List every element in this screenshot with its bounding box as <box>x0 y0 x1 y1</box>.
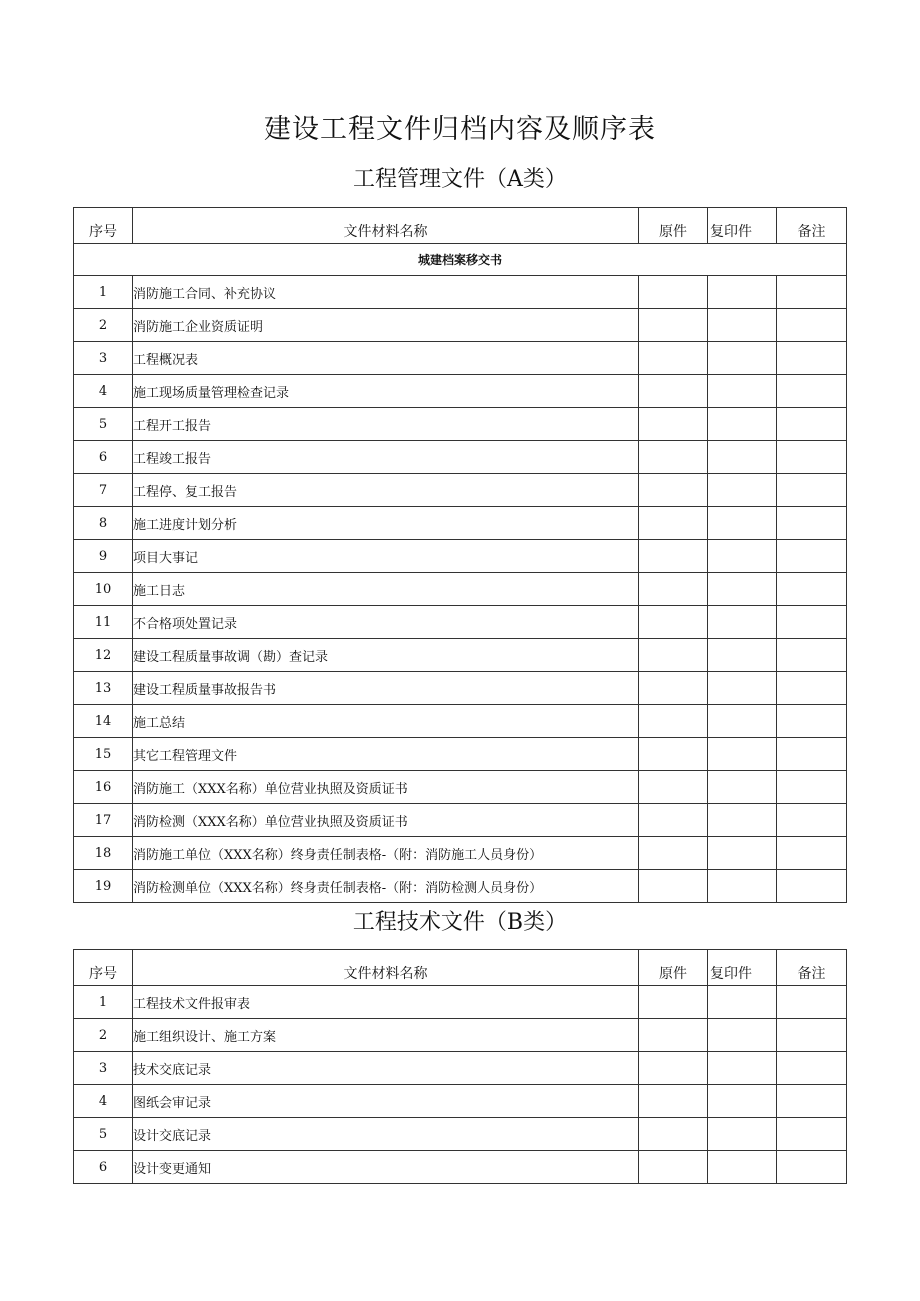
table-row <box>74 1052 847 1085</box>
row-original-cell <box>639 1052 708 1085</box>
row-remark-cell <box>777 837 847 870</box>
row-remark-cell <box>777 804 847 837</box>
row-number: 18 <box>74 837 133 870</box>
row-remark-cell <box>777 1085 847 1118</box>
row-number: 1 <box>74 986 133 1019</box>
row-number: 10 <box>74 573 133 606</box>
row-original-cell <box>639 672 708 705</box>
row-original-cell <box>639 705 708 738</box>
page-title: 建设工程文件归档内容及顺序表 <box>264 114 656 145</box>
row-number: 5 <box>74 1118 133 1151</box>
row-original-cell <box>639 771 708 804</box>
row-document-name: 工程技术文件报审表 <box>133 986 639 1019</box>
row-number: 17 <box>74 804 133 837</box>
row-copy-cell <box>708 1052 777 1085</box>
row-original-cell <box>639 309 708 342</box>
header-copy: 复印件 <box>708 208 777 244</box>
table-row <box>74 441 847 474</box>
table-row <box>74 837 847 870</box>
header-no: 序号 <box>74 208 133 244</box>
row-copy-cell <box>708 804 777 837</box>
row-copy-cell <box>708 738 777 771</box>
row-number: 13 <box>74 672 133 705</box>
section-b-title: 工程技术文件（B类） <box>352 910 568 935</box>
table-row <box>74 986 847 1019</box>
row-original-cell <box>639 375 708 408</box>
row-original-cell <box>639 804 708 837</box>
row-original-cell <box>639 573 708 606</box>
row-copy-cell <box>708 705 777 738</box>
row-number: 14 <box>74 705 133 738</box>
row-number: 2 <box>74 309 133 342</box>
table-row <box>74 408 847 441</box>
row-original-cell <box>639 870 708 903</box>
row-document-name: 技术交底记录 <box>133 1052 639 1085</box>
header-copy: 复印件 <box>708 950 777 986</box>
table-row <box>74 309 847 342</box>
row-copy-cell <box>708 375 777 408</box>
section-a-title: 工程管理文件（A类） <box>353 167 567 192</box>
row-copy-cell <box>708 1019 777 1052</box>
row-document-name: 施工进度计划分析 <box>133 507 639 540</box>
row-copy-cell <box>708 507 777 540</box>
table-row <box>74 804 847 837</box>
row-number: 7 <box>74 474 133 507</box>
row-document-name: 项目大事记 <box>133 540 639 573</box>
header-name: 文件材料名称 <box>133 950 639 986</box>
row-original-cell <box>639 1118 708 1151</box>
table-row <box>74 771 847 804</box>
table-row <box>74 540 847 573</box>
row-remark-cell <box>777 672 847 705</box>
row-remark-cell <box>777 441 847 474</box>
row-remark-cell <box>777 540 847 573</box>
row-document-name: 其它工程管理文件 <box>133 738 639 771</box>
table-row <box>74 276 847 309</box>
header-no: 序号 <box>74 950 133 986</box>
group-title: 城建档案移交书 <box>74 244 847 276</box>
table-row <box>74 375 847 408</box>
row-document-name: 图纸会审记录 <box>133 1085 639 1118</box>
row-original-cell <box>639 738 708 771</box>
row-original-cell <box>639 1151 708 1184</box>
row-number: 2 <box>74 1019 133 1052</box>
table-row <box>74 639 847 672</box>
row-remark-cell <box>777 309 847 342</box>
row-remark-cell <box>777 639 847 672</box>
row-copy-cell <box>708 639 777 672</box>
row-copy-cell <box>708 573 777 606</box>
row-original-cell <box>639 408 708 441</box>
row-number: 16 <box>74 771 133 804</box>
row-original-cell <box>639 606 708 639</box>
row-number: 4 <box>74 375 133 408</box>
row-document-name: 施工日志 <box>133 573 639 606</box>
table-row <box>74 507 847 540</box>
row-copy-cell <box>708 837 777 870</box>
row-remark-cell <box>777 342 847 375</box>
table-row <box>74 1151 847 1184</box>
row-copy-cell <box>708 1085 777 1118</box>
row-document-name: 消防施工单位（XXX名称）终身责任制表格-（附：消防施工人员身份） <box>133 837 639 870</box>
group-row <box>74 244 847 276</box>
row-original-cell <box>639 1085 708 1118</box>
row-document-name: 工程停、复工报告 <box>133 474 639 507</box>
row-copy-cell <box>708 1151 777 1184</box>
row-copy-cell <box>708 408 777 441</box>
table-header-row <box>74 208 847 244</box>
row-remark-cell <box>777 375 847 408</box>
table-row <box>74 1118 847 1151</box>
row-original-cell <box>639 441 708 474</box>
row-copy-cell <box>708 540 777 573</box>
row-copy-cell <box>708 474 777 507</box>
table-row <box>74 705 847 738</box>
row-remark-cell <box>777 606 847 639</box>
table-row <box>74 1085 847 1118</box>
header-original: 原件 <box>639 208 708 244</box>
row-remark-cell <box>777 276 847 309</box>
row-original-cell <box>639 1019 708 1052</box>
row-original-cell <box>639 837 708 870</box>
table-row <box>74 738 847 771</box>
row-remark-cell <box>777 870 847 903</box>
row-copy-cell <box>708 606 777 639</box>
row-remark-cell <box>777 986 847 1019</box>
row-number: 8 <box>74 507 133 540</box>
row-remark-cell <box>777 738 847 771</box>
row-copy-cell <box>708 986 777 1019</box>
header-remark: 备注 <box>777 950 847 986</box>
section-b-table <box>73 949 847 1184</box>
row-number: 11 <box>74 606 133 639</box>
row-document-name: 工程竣工报告 <box>133 441 639 474</box>
row-number: 6 <box>74 441 133 474</box>
row-document-name: 施工现场质量管理检查记录 <box>133 375 639 408</box>
row-remark-cell <box>777 1052 847 1085</box>
row-document-name: 工程概况表 <box>133 342 639 375</box>
row-number: 9 <box>74 540 133 573</box>
row-original-cell <box>639 342 708 375</box>
row-document-name: 消防检测（XXX名称）单位营业执照及资质证书 <box>133 804 639 837</box>
row-original-cell <box>639 507 708 540</box>
row-copy-cell <box>708 771 777 804</box>
row-copy-cell <box>708 309 777 342</box>
row-remark-cell <box>777 1118 847 1151</box>
row-document-name: 消防施工企业资质证明 <box>133 309 639 342</box>
row-number: 1 <box>74 276 133 309</box>
table-row <box>74 1019 847 1052</box>
table-row <box>74 672 847 705</box>
section-a-table <box>73 207 847 903</box>
row-document-name: 建设工程质量事故调（勘）查记录 <box>133 639 639 672</box>
row-remark-cell <box>777 771 847 804</box>
row-remark-cell <box>777 1151 847 1184</box>
table-row <box>74 573 847 606</box>
row-original-cell <box>639 986 708 1019</box>
row-number: 12 <box>74 639 133 672</box>
row-copy-cell <box>708 1118 777 1151</box>
row-original-cell <box>639 639 708 672</box>
row-number: 3 <box>74 1052 133 1085</box>
header-remark: 备注 <box>777 208 847 244</box>
row-document-name: 施工组织设计、施工方案 <box>133 1019 639 1052</box>
row-document-name: 消防施工（XXX名称）单位营业执照及资质证书 <box>133 771 639 804</box>
row-document-name: 消防检测单位（XXX名称）终身责任制表格-（附：消防检测人员身份） <box>133 870 639 903</box>
row-number: 4 <box>74 1085 133 1118</box>
row-copy-cell <box>708 672 777 705</box>
table-row <box>74 606 847 639</box>
row-number: 5 <box>74 408 133 441</box>
row-document-name: 不合格项处置记录 <box>133 606 639 639</box>
row-original-cell <box>639 540 708 573</box>
row-document-name: 工程开工报告 <box>133 408 639 441</box>
table-row <box>74 342 847 375</box>
row-copy-cell <box>708 342 777 375</box>
row-document-name: 设计交底记录 <box>133 1118 639 1151</box>
table-row <box>74 474 847 507</box>
row-remark-cell <box>777 474 847 507</box>
header-name: 文件材料名称 <box>133 208 639 244</box>
row-remark-cell <box>777 705 847 738</box>
row-copy-cell <box>708 276 777 309</box>
row-remark-cell <box>777 1019 847 1052</box>
row-document-name: 设计变更通知 <box>133 1151 639 1184</box>
row-number: 15 <box>74 738 133 771</box>
table-header-row <box>74 950 847 986</box>
row-copy-cell <box>708 441 777 474</box>
row-copy-cell <box>708 870 777 903</box>
row-document-name: 施工总结 <box>133 705 639 738</box>
row-remark-cell <box>777 408 847 441</box>
row-remark-cell <box>777 507 847 540</box>
row-document-name: 建设工程质量事故报告书 <box>133 672 639 705</box>
row-number: 6 <box>74 1151 133 1184</box>
row-number: 19 <box>74 870 133 903</box>
row-original-cell <box>639 276 708 309</box>
table-row <box>74 870 847 903</box>
row-document-name: 消防施工合同、补充协议 <box>133 276 639 309</box>
header-original: 原件 <box>639 950 708 986</box>
row-number: 3 <box>74 342 133 375</box>
row-remark-cell <box>777 573 847 606</box>
row-original-cell <box>639 474 708 507</box>
